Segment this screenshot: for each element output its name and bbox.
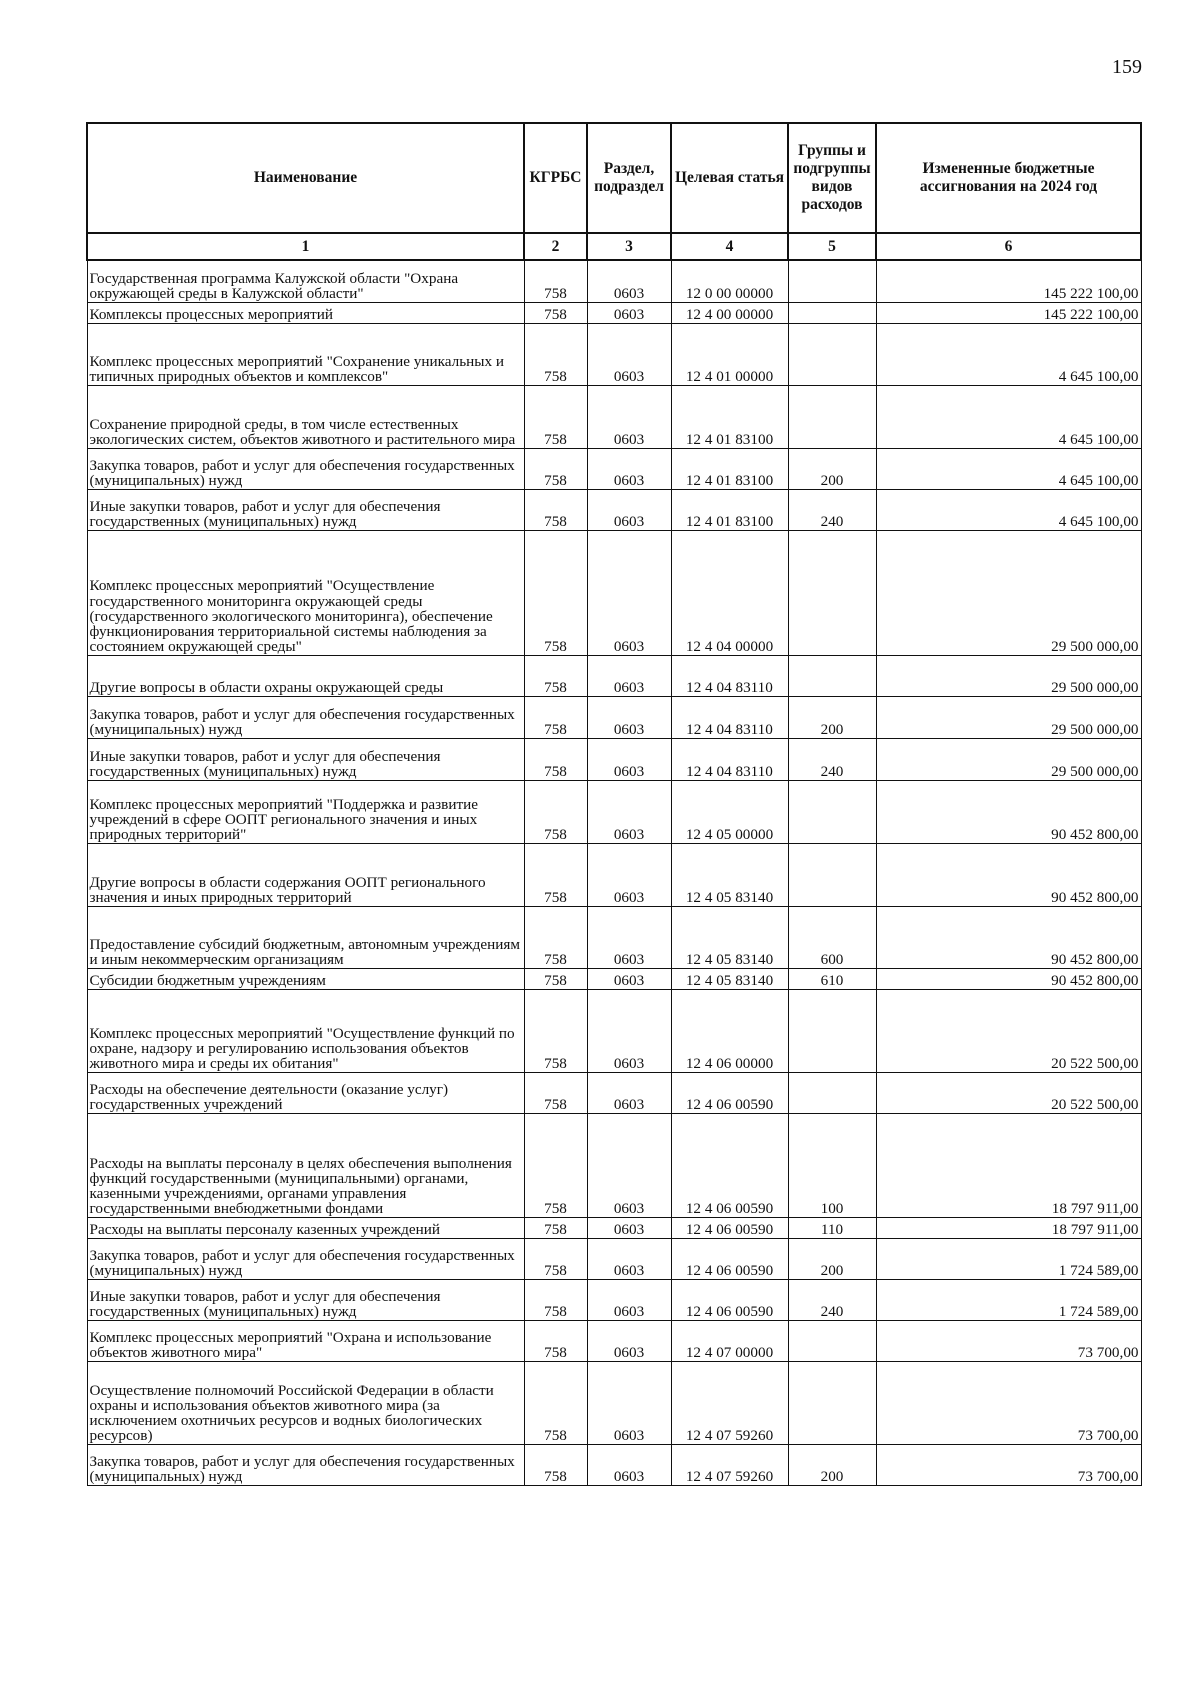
row-kgrbs: 758 — [524, 1072, 587, 1113]
row-target: 12 4 04 83110 — [671, 738, 788, 780]
table-row — [87, 1320, 1141, 1361]
row-amount: 90 452 800,00 — [876, 906, 1141, 968]
row-target: 12 4 07 00000 — [671, 1320, 788, 1361]
table-row — [87, 989, 1141, 1072]
row-group: 240 — [788, 489, 876, 530]
row-name: Расходы на выплаты персоналу в целях обеспечения выполнения функций государственными (муниципальными) органами, казенными учреждениями, органами управления государственными внебюджетными фондами — [87, 1113, 524, 1217]
row-amount: 20 522 500,00 — [876, 989, 1141, 1072]
row-group: 240 — [788, 1279, 876, 1320]
row-amount: 145 222 100,00 — [876, 302, 1141, 323]
row-section: 0603 — [587, 1217, 671, 1238]
row-kgrbs: 758 — [524, 1361, 587, 1444]
row-target: 12 4 05 83140 — [671, 843, 788, 906]
row-target: 12 4 06 00590 — [671, 1113, 788, 1217]
table-row — [87, 530, 1141, 655]
row-group — [788, 323, 876, 385]
header-target: Целевая статья — [671, 123, 788, 233]
column-number-row — [87, 233, 1141, 260]
table-row — [87, 1361, 1141, 1444]
row-amount: 20 522 500,00 — [876, 1072, 1141, 1113]
row-group — [788, 989, 876, 1072]
row-name: Другие вопросы в области охраны окружающей среды — [87, 655, 524, 696]
row-section: 0603 — [587, 843, 671, 906]
header-name: Наименование — [87, 123, 524, 233]
row-name: Комплекс процессных мероприятий "Поддержка и развитие учреждений в сфере ООПТ регионального значения и иных природных территорий" — [87, 780, 524, 843]
column-number: 3 — [587, 233, 671, 260]
row-section: 0603 — [587, 1444, 671, 1485]
row-group — [788, 260, 876, 302]
row-group — [788, 1320, 876, 1361]
row-section: 0603 — [587, 738, 671, 780]
row-section: 0603 — [587, 1361, 671, 1444]
row-section: 0603 — [587, 260, 671, 302]
row-group: 110 — [788, 1217, 876, 1238]
column-number: 6 — [876, 233, 1141, 260]
row-group: 200 — [788, 1444, 876, 1485]
row-amount: 73 700,00 — [876, 1361, 1141, 1444]
row-name: Комплекс процессных мероприятий "Охрана и использование объектов животного мира" — [87, 1320, 524, 1361]
row-target: 12 4 05 83140 — [671, 906, 788, 968]
row-amount: 29 500 000,00 — [876, 738, 1141, 780]
budget-table — [86, 122, 1142, 1486]
row-section: 0603 — [587, 489, 671, 530]
row-section: 0603 — [587, 1113, 671, 1217]
row-group — [788, 302, 876, 323]
table-row — [87, 696, 1141, 738]
column-number: 2 — [524, 233, 587, 260]
row-target: 12 4 06 00590 — [671, 1279, 788, 1320]
header-amount: Измененные бюджетные ассигнования на 2024 год — [876, 123, 1141, 233]
row-name: Закупка товаров, работ и услуг для обеспечения государственных (муниципальных) нужд — [87, 1444, 524, 1485]
table-row — [87, 1279, 1141, 1320]
row-target: 12 4 01 00000 — [671, 323, 788, 385]
row-group — [788, 385, 876, 448]
row-section: 0603 — [587, 780, 671, 843]
row-amount: 29 500 000,00 — [876, 655, 1141, 696]
row-name: Закупка товаров, работ и услуг для обеспечения государственных (муниципальных) нужд — [87, 696, 524, 738]
table-row — [87, 1113, 1141, 1217]
table-row — [87, 968, 1141, 989]
row-name: Иные закупки товаров, работ и услуг для обеспечения государственных (муниципальных) нужд — [87, 489, 524, 530]
row-target: 12 4 01 83100 — [671, 448, 788, 489]
header-kgrbs: КГРБС — [524, 123, 587, 233]
table-row — [87, 323, 1141, 385]
row-section: 0603 — [587, 448, 671, 489]
row-amount: 18 797 911,00 — [876, 1113, 1141, 1217]
row-section: 0603 — [587, 385, 671, 448]
row-name: Иные закупки товаров, работ и услуг для обеспечения государственных (муниципальных) нужд — [87, 738, 524, 780]
row-target: 12 4 06 00590 — [671, 1072, 788, 1113]
row-kgrbs: 758 — [524, 323, 587, 385]
row-section: 0603 — [587, 906, 671, 968]
row-kgrbs: 758 — [524, 1279, 587, 1320]
table-row — [87, 843, 1141, 906]
row-name: Предоставление субсидий бюджетным, автономным учреждениям и иным некоммерческим организациям — [87, 906, 524, 968]
column-number: 5 — [788, 233, 876, 260]
row-amount: 29 500 000,00 — [876, 696, 1141, 738]
row-target: 12 0 00 00000 — [671, 260, 788, 302]
row-section: 0603 — [587, 655, 671, 696]
row-target: 12 4 05 83140 — [671, 968, 788, 989]
table-row — [87, 1217, 1141, 1238]
row-target: 12 4 01 83100 — [671, 489, 788, 530]
row-section: 0603 — [587, 968, 671, 989]
row-amount: 90 452 800,00 — [876, 780, 1141, 843]
table-row — [87, 302, 1141, 323]
table-row — [87, 489, 1141, 530]
row-group: 610 — [788, 968, 876, 989]
row-name: Закупка товаров, работ и услуг для обеспечения государственных (муниципальных) нужд — [87, 1238, 524, 1279]
row-kgrbs: 758 — [524, 989, 587, 1072]
page-number: 159 — [1112, 56, 1142, 78]
row-name: Комплекс процессных мероприятий "Сохранение уникальных и типичных природных объектов и комплексов" — [87, 323, 524, 385]
row-name: Комплекс процессных мероприятий "Осуществление государственного мониторинга окружающей среды (государственного экологического мониторинга), обеспечение функционирования территориальной системы наблюдения за состоянием окружающей среды" — [87, 530, 524, 655]
row-target: 12 4 06 00590 — [671, 1217, 788, 1238]
row-amount: 4 645 100,00 — [876, 448, 1141, 489]
row-section: 0603 — [587, 1072, 671, 1113]
row-kgrbs: 758 — [524, 1238, 587, 1279]
row-amount: 73 700,00 — [876, 1444, 1141, 1485]
table-row — [87, 738, 1141, 780]
row-target: 12 4 04 00000 — [671, 530, 788, 655]
row-amount: 18 797 911,00 — [876, 1217, 1141, 1238]
row-target: 12 4 05 00000 — [671, 780, 788, 843]
row-group — [788, 655, 876, 696]
row-section: 0603 — [587, 989, 671, 1072]
row-group: 100 — [788, 1113, 876, 1217]
row-section: 0603 — [587, 1238, 671, 1279]
row-kgrbs: 758 — [524, 385, 587, 448]
row-name: Комплекс процессных мероприятий "Осуществление функций по охране, надзору и регулированию использования объектов животного мира и среды их обитания" — [87, 989, 524, 1072]
row-name: Комплексы процессных мероприятий — [87, 302, 524, 323]
row-name: Расходы на обеспечение деятельности (оказание услуг) государственных учреждений — [87, 1072, 524, 1113]
row-group — [788, 1361, 876, 1444]
table-row — [87, 1444, 1141, 1485]
table-row — [87, 655, 1141, 696]
row-kgrbs: 758 — [524, 530, 587, 655]
row-kgrbs: 758 — [524, 906, 587, 968]
row-section: 0603 — [587, 302, 671, 323]
table-row — [87, 780, 1141, 843]
table-row — [87, 448, 1141, 489]
row-amount: 90 452 800,00 — [876, 968, 1141, 989]
row-amount: 1 724 589,00 — [876, 1279, 1141, 1320]
row-kgrbs: 758 — [524, 448, 587, 489]
row-target: 12 4 07 59260 — [671, 1361, 788, 1444]
row-name: Закупка товаров, работ и услуг для обеспечения государственных (муниципальных) нужд — [87, 448, 524, 489]
row-group — [788, 530, 876, 655]
row-target: 12 4 04 83110 — [671, 655, 788, 696]
row-kgrbs: 758 — [524, 1444, 587, 1485]
row-group — [788, 1072, 876, 1113]
row-kgrbs: 758 — [524, 260, 587, 302]
row-target: 12 4 06 00000 — [671, 989, 788, 1072]
table-row — [87, 906, 1141, 968]
row-kgrbs: 758 — [524, 738, 587, 780]
table-row — [87, 260, 1141, 302]
row-target: 12 4 06 00590 — [671, 1238, 788, 1279]
row-group — [788, 780, 876, 843]
row-kgrbs: 758 — [524, 968, 587, 989]
row-name: Иные закупки товаров, работ и услуг для обеспечения государственных (муниципальных) нужд — [87, 1279, 524, 1320]
row-amount: 145 222 100,00 — [876, 260, 1141, 302]
row-kgrbs: 758 — [524, 489, 587, 530]
row-name: Расходы на выплаты персоналу казенных учреждений — [87, 1217, 524, 1238]
row-section: 0603 — [587, 1320, 671, 1361]
row-group — [788, 843, 876, 906]
row-group: 200 — [788, 1238, 876, 1279]
table-header-row — [87, 123, 1141, 233]
row-group: 240 — [788, 738, 876, 780]
row-name: Сохранение природной среды, в том числе естественных экологических систем, объектов животного и растительного мира — [87, 385, 524, 448]
row-group: 200 — [788, 696, 876, 738]
table-row — [87, 385, 1141, 448]
row-kgrbs: 758 — [524, 302, 587, 323]
row-kgrbs: 758 — [524, 1320, 587, 1361]
row-kgrbs: 758 — [524, 696, 587, 738]
column-number: 1 — [87, 233, 524, 260]
row-section: 0603 — [587, 1279, 671, 1320]
row-amount: 90 452 800,00 — [876, 843, 1141, 906]
row-kgrbs: 758 — [524, 655, 587, 696]
row-target: 12 4 01 83100 — [671, 385, 788, 448]
row-section: 0603 — [587, 323, 671, 385]
row-group: 600 — [788, 906, 876, 968]
header-section: Раздел, подраздел — [587, 123, 671, 233]
table-row — [87, 1238, 1141, 1279]
row-amount: 1 724 589,00 — [876, 1238, 1141, 1279]
row-name: Другие вопросы в области содержания ООПТ регионального значения и иных природных территорий — [87, 843, 524, 906]
row-amount: 73 700,00 — [876, 1320, 1141, 1361]
row-kgrbs: 758 — [524, 1217, 587, 1238]
table-row — [87, 1072, 1141, 1113]
row-kgrbs: 758 — [524, 780, 587, 843]
header-groups: Группы и подгруппы видов расходов — [788, 123, 876, 233]
row-target: 12 4 04 83110 — [671, 696, 788, 738]
row-target: 12 4 07 59260 — [671, 1444, 788, 1485]
row-name: Субсидии бюджетным учреждениям — [87, 968, 524, 989]
row-kgrbs: 758 — [524, 1113, 587, 1217]
row-section: 0603 — [587, 696, 671, 738]
row-amount: 4 645 100,00 — [876, 385, 1141, 448]
row-group: 200 — [788, 448, 876, 489]
column-number: 4 — [671, 233, 788, 260]
row-name: Осуществление полномочий Российской Федерации в области охраны и использования объектов животного мира (за исключением охотничьих ресурсов и водных биологических ресурсов) — [87, 1361, 524, 1444]
row-kgrbs: 758 — [524, 843, 587, 906]
row-amount: 4 645 100,00 — [876, 489, 1141, 530]
row-target: 12 4 00 00000 — [671, 302, 788, 323]
row-section: 0603 — [587, 530, 671, 655]
row-name: Государственная программа Калужской области "Охрана окружающей среды в Калужской области" — [87, 260, 524, 302]
row-amount: 29 500 000,00 — [876, 530, 1141, 655]
row-amount: 4 645 100,00 — [876, 323, 1141, 385]
